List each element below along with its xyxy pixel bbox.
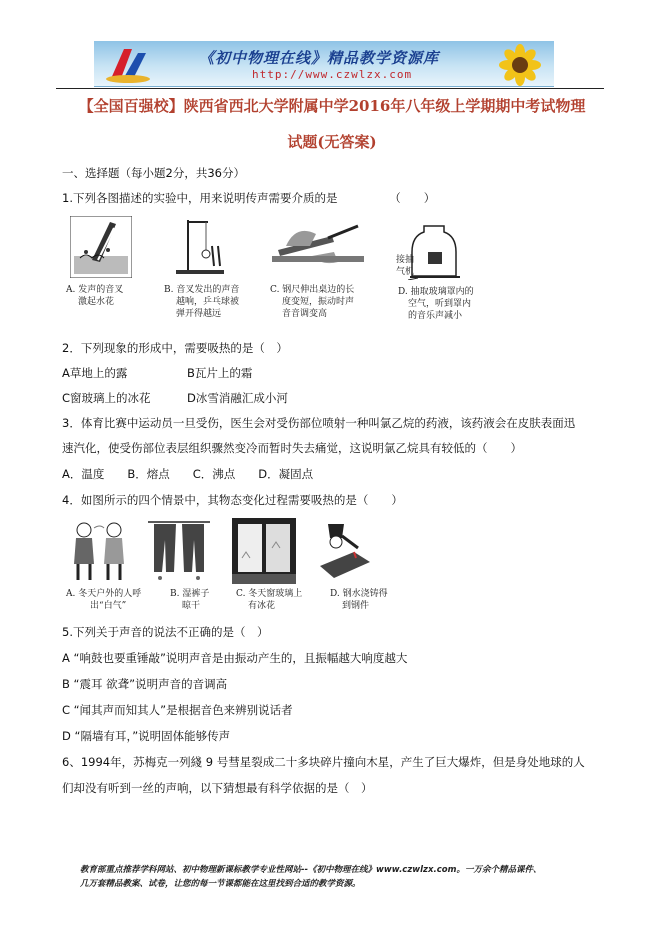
q4-figure-b (148, 518, 210, 584)
q5-option-b: B “震耳 欲聋”说明声音的音调高 (62, 677, 228, 691)
sunflower-icon (490, 43, 550, 87)
q2-option-a: A草地上的露 (62, 366, 128, 380)
q4-caption-b: B. 湿裤子 晾干 (170, 589, 210, 611)
q1-stem: 1.下列各图描述的实验中，用来说明传声需要介质的是 （ ） (62, 191, 436, 205)
ruler-desk-image (272, 216, 364, 278)
document-title-line1: 【全国百强校】陕西省西北大学附属中学2016年八年级上学期期中考试物理 (78, 97, 586, 115)
q5-option-a: A “响鼓也要重锤敲”说明声音是由振动产生的，且振幅越大响度越大 (62, 651, 408, 665)
q5-option-d: D “隔墙有耳，”说明固体能够传声 (62, 729, 231, 743)
people-breath-image (68, 518, 130, 584)
q4-stem: 4．如图所示的四个情景中，其物态变化过程需要吸热的是（ ） (62, 493, 403, 507)
q4-caption-a: A. 冬天户外的人呼 出“白气” (66, 589, 142, 611)
molten-steel-image (314, 518, 376, 584)
header-rule (56, 88, 604, 89)
q6-stem-line1: 6、1994年，苏梅克一列綫 9 号彗星裂成二十多块碎片撞向木星，产生了巨大爆炸，但是身处地球的人 (62, 755, 585, 769)
q1-caption-d: D. 抽取玻璃罩内的 空气，听到罩内 的音乐声减小 (398, 287, 474, 321)
q4-caption-c: C. 冬天窗玻璃上 有冰花 (236, 589, 303, 611)
q1-caption-c: C. 钢尺伸出桌边的长 度变短，振动时声 音音调变高 (270, 285, 355, 319)
q1-figure-d (408, 222, 464, 280)
document-title-line2: 试题(无答案) (287, 133, 377, 151)
footer-line1: 教育部重点推荐学科网站、初中物理新课标教学专业性网站--《初中物理在线》www.czwlzx.com。一万余个精品课件、 (80, 865, 542, 875)
q5-option-c: C “闻其声而知其人”是根据音色来辨别说话者 (62, 703, 293, 717)
q1-caption-a: A. 发声的音叉 激起水花 (66, 285, 124, 307)
section-heading: 一、选择题（每小题2分，共36分） (62, 166, 245, 180)
banner-title: 《初中物理在线》精品教学资源库 (199, 49, 440, 67)
q2-option-c: C窗玻璃上的冰花 (62, 391, 151, 405)
q1-caption-b: B. 音叉发出的声音 越响，乒乓球被 弹开得越远 (164, 285, 240, 319)
q4-figure-a (68, 518, 130, 584)
q3-options: A．温度 B．熔点 C．沸点 D．凝固点 (62, 467, 314, 481)
banner-url[interactable]: http://www.czwlzx.com (252, 68, 413, 81)
q4-figure-c (232, 518, 296, 584)
header-banner (94, 41, 554, 87)
q1-figure-a (70, 216, 132, 278)
q2-option-b: B瓦片上的霜 (187, 366, 253, 380)
q4-figure-d (314, 518, 376, 584)
footer-line2: 几万套精品教案、试卷，让您的每一节课都能在这里找到合适的教学资源。 (80, 879, 361, 889)
tuning-fork-water-image (70, 216, 132, 278)
q3-stem-line1: 3．体育比赛中运动员一旦受伤，医生会对受伤部位喷射一种叫氯乙烷的药液，该药液会在皮肤表面迅 (62, 416, 576, 430)
wet-trousers-image (148, 518, 210, 584)
site-logo-icon (102, 43, 154, 85)
window-frost-image (232, 518, 296, 584)
q1-figure-b (168, 216, 230, 278)
q1-pump-label: 接抽 气机 (396, 255, 415, 277)
q1-figure-c (272, 216, 364, 278)
q2-stem: 2．下列现象的形成中，需要吸热的是（ ） (62, 341, 288, 355)
ping-pong-fork-image (168, 216, 230, 278)
bell-jar-image (408, 222, 464, 280)
q5-stem: 5.下列关于声音的说法不正确的是（ ） (62, 625, 269, 639)
q2-option-d: D冰雪消融汇成小河 (187, 391, 288, 405)
q3-stem-line2: 速汽化，使受伤部位表层组织骤然变冷而暂时失去痛觉，这说明氯乙烷具有较低的（ ） (62, 441, 522, 455)
q6-stem-line2: 们却没有听到一丝的声响，以下猜想最有科学依据的是（ ） (62, 781, 373, 795)
q4-caption-d: D. 钢水浇铸得 到钢件 (330, 589, 388, 611)
